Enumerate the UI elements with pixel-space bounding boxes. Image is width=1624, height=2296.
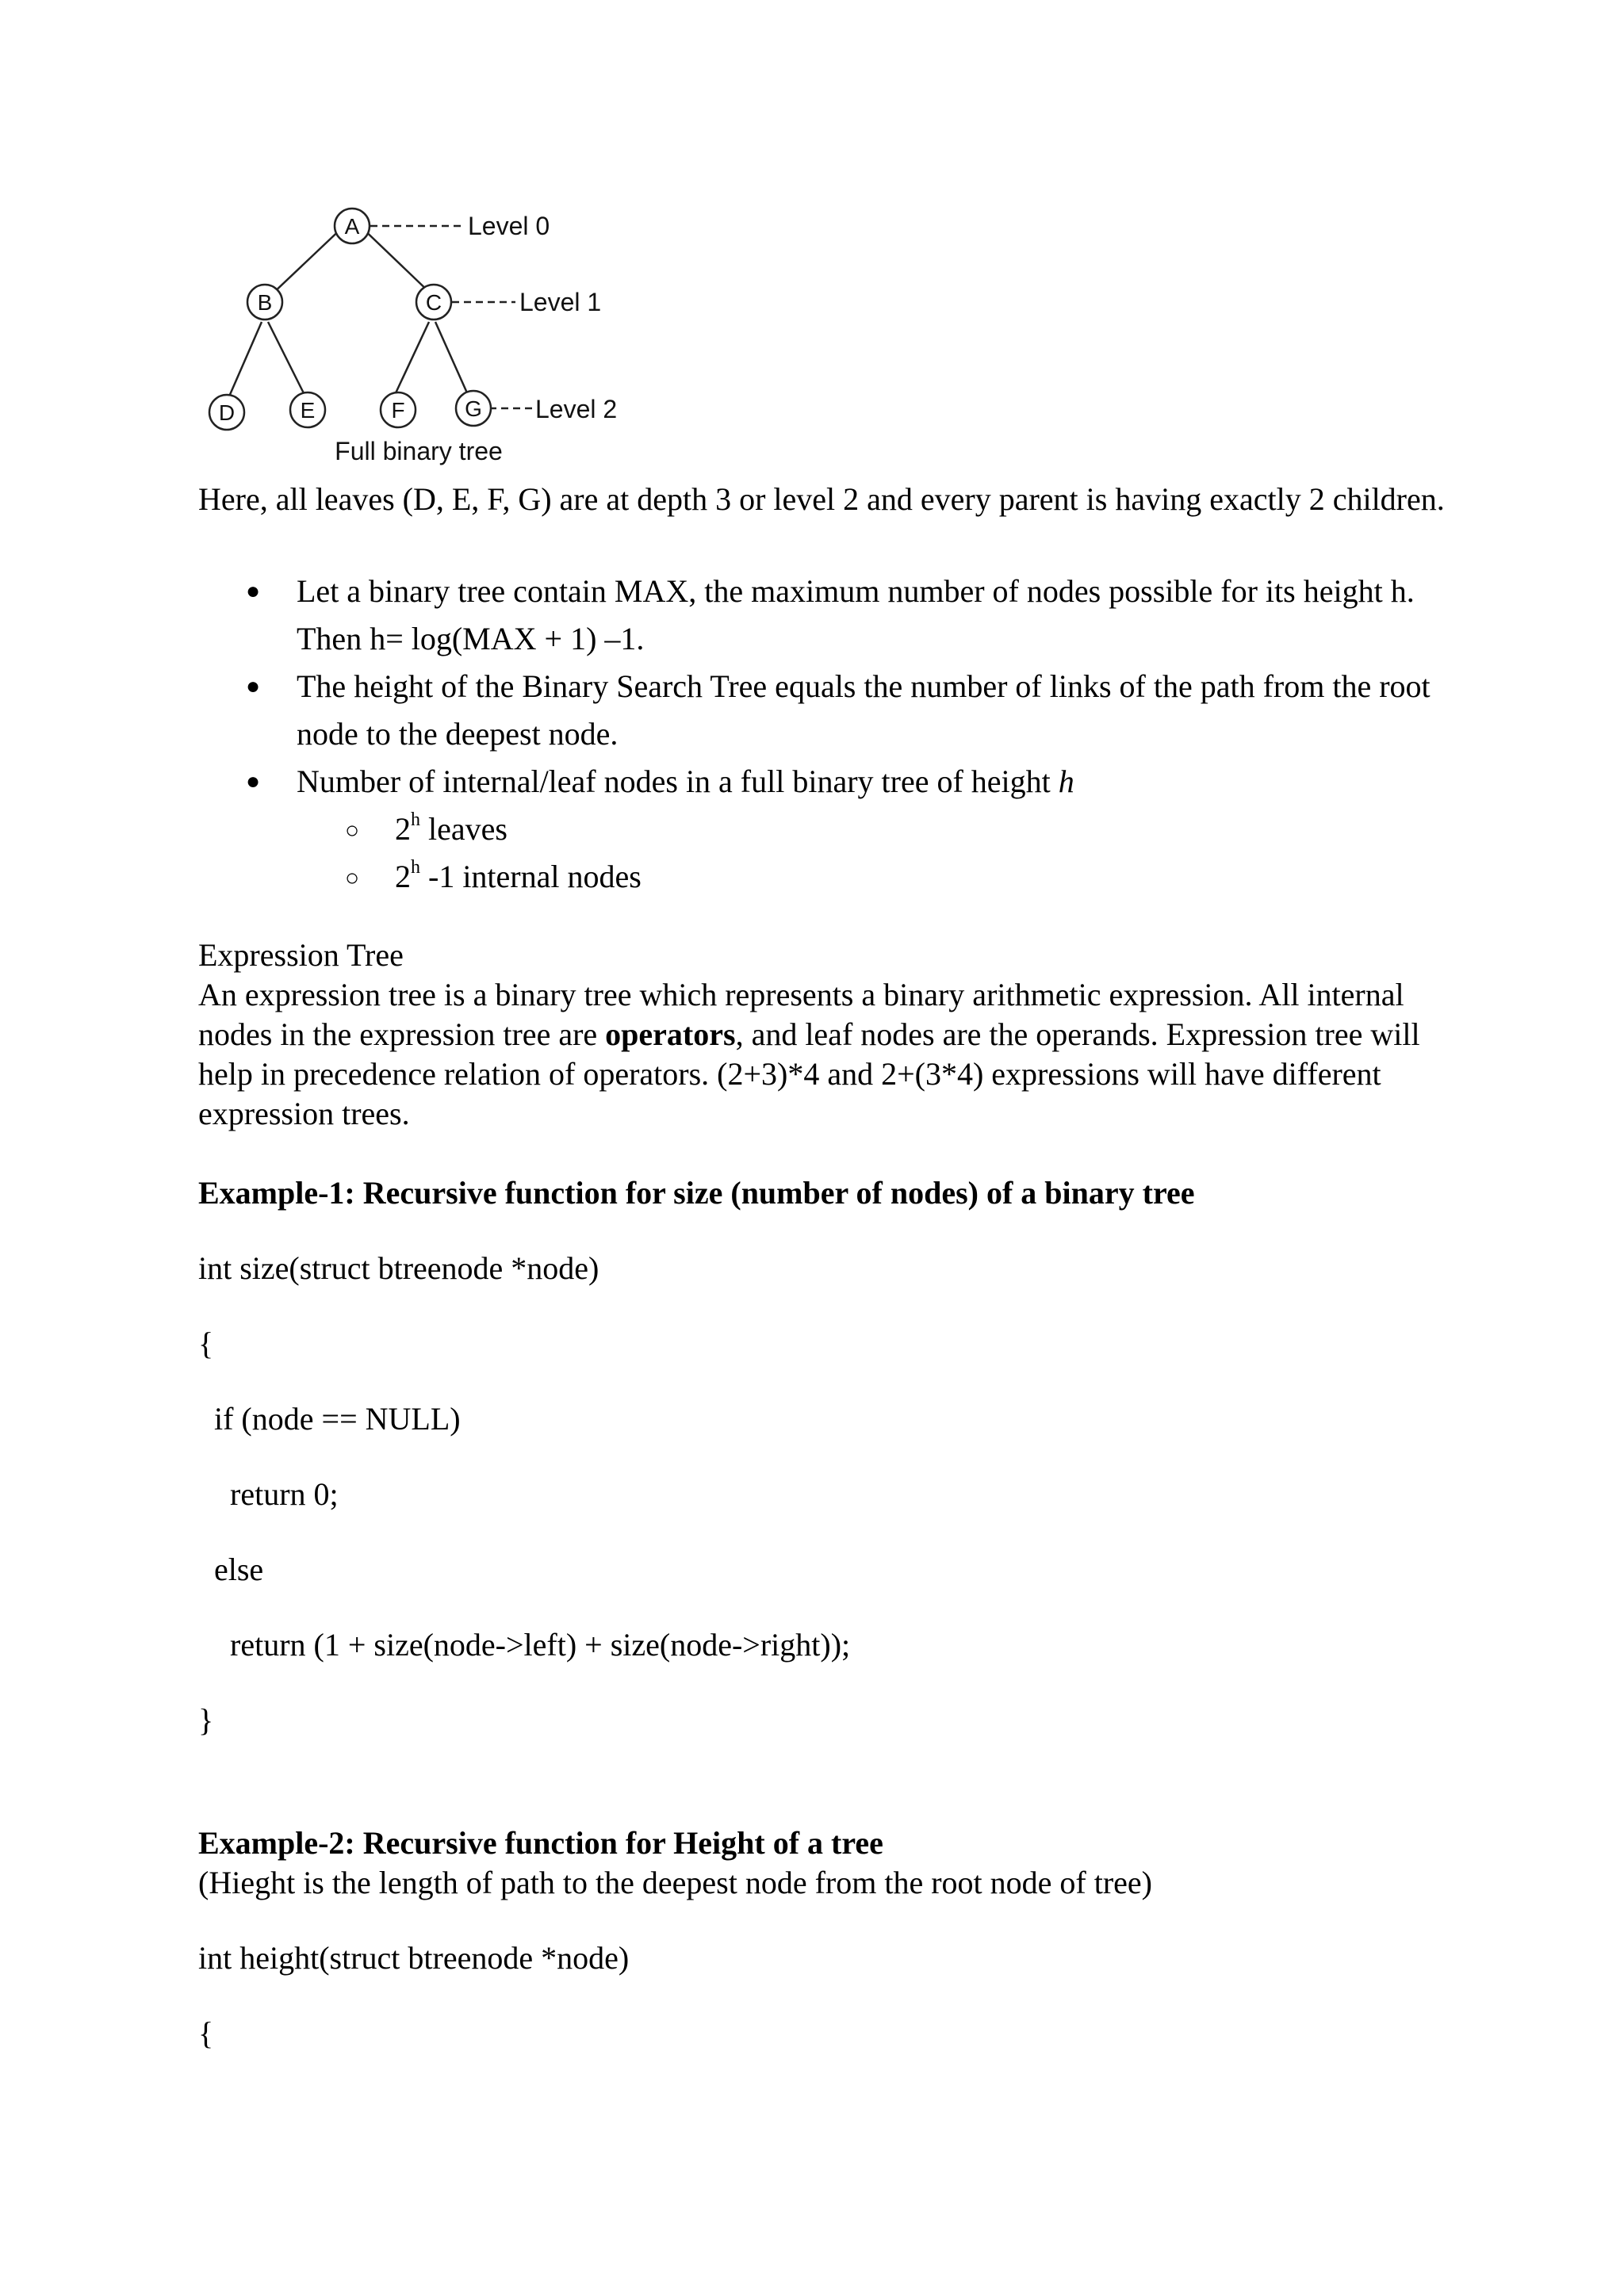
node-b-label: B bbox=[257, 290, 273, 315]
leaves-exponent: h bbox=[411, 809, 420, 830]
leaves-text: leaves bbox=[420, 811, 508, 847]
node-d-label: D bbox=[218, 400, 236, 425]
circle-bullet-icon: ○ bbox=[345, 865, 360, 891]
bullet-icon: ● bbox=[246, 673, 261, 699]
edge-a-b bbox=[271, 224, 347, 295]
example2-heading: Example-2: Recursive function for Height of a tree bbox=[198, 1825, 883, 1861]
expression-text-1: An expression tree is a binary tree which represents a binary arithmetic expression. All internal nodes in the expression tree are bbox=[198, 977, 1404, 1052]
expression-tree-heading: Expression Tree bbox=[198, 937, 404, 973]
internal-exponent: h bbox=[411, 856, 420, 878]
bullet-text: The height of the Binary Search Tree equals the number of links of the path from the root node to the deepest node. bbox=[297, 668, 1431, 752]
code-line: return (1 + size(node->left) + size(node->right)); bbox=[198, 1627, 851, 1663]
internal-base: 2 bbox=[395, 859, 411, 894]
edge-c-f bbox=[394, 322, 429, 396]
level2-label: Level 2 bbox=[535, 395, 618, 423]
sub-list-item bbox=[198, 806, 1467, 853]
operators-bold: operators bbox=[605, 1016, 736, 1052]
example2-description: (Hieght is the length of path to the deepest node from the root node of tree) bbox=[198, 1865, 1152, 1900]
full-binary-tree-figure bbox=[194, 190, 646, 484]
code-line: int size(struct btreenode *node) bbox=[198, 1250, 599, 1286]
edge-b-d bbox=[229, 322, 262, 396]
leaves-base: 2 bbox=[395, 811, 411, 847]
code-line: int height(struct btreenode *node) bbox=[198, 1940, 630, 1976]
code-line: return 0; bbox=[198, 1476, 339, 1512]
list-item bbox=[198, 663, 1467, 758]
edge-a-c bbox=[358, 224, 432, 295]
bullet-text: Let a binary tree contain MAX, the maximum number of nodes possible for its height h. Then h= log(MAX + 1) –1. bbox=[297, 573, 1415, 656]
level1-label: Level 1 bbox=[519, 288, 602, 316]
expression-tree-paragraph bbox=[198, 975, 1451, 1134]
code-line: { bbox=[198, 2015, 214, 2051]
intro-paragraph: Here, all leaves (D, E, F, G) are at depth 3 or level 2 and every parent is having exactly 2 children. bbox=[198, 481, 1445, 517]
list-item bbox=[198, 758, 1467, 806]
code-line: } bbox=[198, 1702, 214, 1738]
node-g-label: G bbox=[465, 396, 482, 421]
edge-c-g bbox=[435, 322, 469, 396]
node-f-label: F bbox=[391, 398, 405, 423]
bullet-icon: ● bbox=[246, 578, 261, 604]
height-variable: h bbox=[1058, 763, 1074, 799]
list-item bbox=[198, 568, 1467, 663]
internal-text: -1 internal nodes bbox=[420, 859, 642, 894]
expression-text-2: , and leaf nodes are the operands. Expression tree will help in precedence relation of operators. (2+3)*4 and 2+(3*4) expressions will have different expression trees. bbox=[198, 1016, 1420, 1131]
node-c-label: C bbox=[425, 290, 442, 315]
code-line: { bbox=[198, 1326, 214, 1361]
bullet-text: Number of internal/leaf nodes in a full binary tree of height bbox=[297, 763, 1059, 799]
bullet-icon: ● bbox=[246, 768, 261, 794]
node-a-label: A bbox=[344, 214, 360, 239]
circle-bullet-icon: ○ bbox=[345, 817, 360, 844]
code-line: else bbox=[198, 1552, 264, 1587]
node-e-label: E bbox=[300, 398, 316, 423]
edge-b-e bbox=[268, 322, 305, 396]
figure-caption: Full binary tree bbox=[335, 437, 503, 465]
example1-heading: Example-1: Recursive function for size (number of nodes) of a binary tree bbox=[198, 1175, 1195, 1211]
tree-diagram bbox=[194, 190, 646, 484]
level0-label: Level 0 bbox=[468, 212, 550, 240]
sub-list-item bbox=[198, 853, 1467, 901]
code-line: if (node == NULL) bbox=[198, 1401, 461, 1437]
properties-list bbox=[198, 568, 1467, 901]
